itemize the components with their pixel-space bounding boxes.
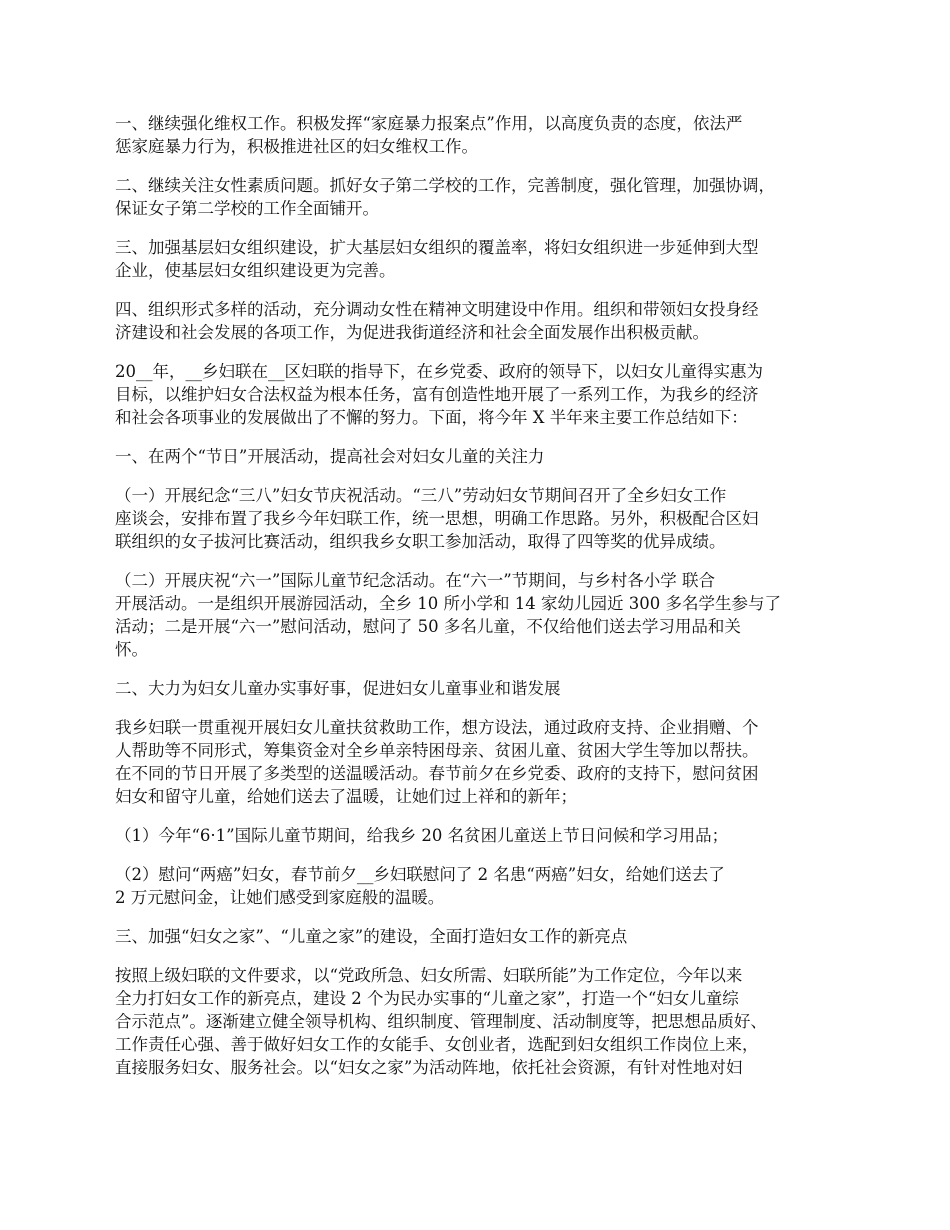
- paragraph-line: 二、大力为妇女儿童办实事好事，促进妇女儿童事业和谐发展: [115, 679, 561, 698]
- paragraph-line: 惩家庭暴力行为，积极推进社区的妇女维权工作。: [115, 137, 478, 156]
- paragraph-line: 20__年，__乡妇联在__区妇联的指导下，在乡党委、政府的领导下，以妇女儿童得实惠为: [115, 362, 763, 381]
- paragraph-line: 按照上级妇联的文件要求，以“党政所急、妇女所需、妇联所能”为工作定位，今年以来: [115, 966, 743, 985]
- paragraph-line: （1）今年“6·1”国际儿童节期间，给我乡 20 名贫困儿童送上节日问候和学习用品；: [115, 826, 729, 845]
- paragraph-line: 一、在两个“节日”开展活动，提高社会对妇女儿童的关注力: [115, 447, 545, 466]
- paragraph-line: （一）开展纪念“三八”妇女节庆祝活动。“三八”劳动妇女节期间召开了全乡妇女工作: [115, 486, 727, 505]
- paragraph-line: 妇女和留守儿童，给她们送去了温暖，让她们过上祥和的新年；: [115, 787, 577, 806]
- paragraph: [115, 716, 850, 808]
- paragraph-line: 合示范点”。逐渐建立健全领导机构、组织制度、管理制度、活动制度等，把思想品质好、: [115, 1012, 767, 1031]
- paragraph-line: 工作责任心强、善于做好妇女工作的女能手、女创业者，选配到妇女组织工作岗位上来，: [115, 1035, 759, 1054]
- paragraph-line: 四、组织形式多样的活动，充分调动女性在精神文明建设中作用。组织和带领妇女投身经: [115, 300, 759, 319]
- paragraph: [115, 484, 850, 553]
- paragraph: [115, 863, 850, 909]
- paragraph-line: 一、继续强化维权工作。积极发挥“家庭暴力报案点”作用，以高度负责的态度，依法严: [115, 114, 743, 133]
- paragraph-line: （二）开展庆祝“六一”国际儿童节纪念活动。在“六一”节期间，与乡村各小学 联合: [115, 571, 715, 590]
- paragraph-line: 座谈会，安排布置了我乡今年妇联工作，统一思想，明确工作思路。另外，积极配合区妇: [115, 509, 759, 528]
- paragraph-line: 在不同的节日开展了多类型的送温暖活动。春节前夕在乡党委、政府的支持下，慰问贫困: [115, 764, 759, 783]
- paragraph-line: 怀。: [115, 640, 148, 659]
- paragraph-line: 人帮助等不同形式，筹集资金对全乡单亲特困母亲、贫困儿童、贫困大学生等加以帮扶。: [115, 741, 759, 760]
- paragraph-line: 2 万元慰问金，让她们感受到家庭般的温暖。: [115, 888, 445, 907]
- paragraph-line: 保证女子第二学校的工作全面铺开。: [115, 199, 379, 218]
- paragraph: [115, 174, 850, 220]
- paragraph-line: 直接服务妇女、服务社会。以“妇女之家”为活动阵地，依托社会资源，有针对性地对妇: [115, 1058, 743, 1077]
- paragraph: [115, 298, 850, 344]
- paragraph: [115, 360, 850, 429]
- paragraph: [115, 824, 850, 847]
- paragraph-line: 企业，使基层妇女组织建设更为完善。: [115, 261, 396, 280]
- paragraph-line: 三、加强“妇女之家”、“儿童之家”的建设，全面打造妇女工作的新亮点: [115, 927, 628, 946]
- paragraph: [115, 112, 850, 158]
- paragraph: [115, 569, 850, 661]
- paragraph-line: 三、加强基层妇女组织建设，扩大基层妇女组织的覆盖率，将妇女组织进一步延伸到大型: [115, 238, 759, 257]
- document-body: [115, 112, 850, 1095]
- paragraph-line: 目标，以维护妇女合法权益为根本任务，富有创造性地开展了一系列工作，为我乡的经济: [115, 385, 759, 404]
- paragraph: [115, 677, 850, 700]
- paragraph-line: 我乡妇联一贯重视开展妇女儿童扶贫救助工作，想方设法，通过政府支持、企业捐赠、个: [115, 718, 759, 737]
- paragraph-line: 济建设和社会发展的各项工作，为促进我街道经济和社会全面发展作出积极贡献。: [115, 323, 709, 342]
- paragraph-line: 联组织的女子拔河比赛活动，组织我乡女职工参加活动，取得了四等奖的优异成绩。: [115, 532, 726, 551]
- paragraph-line: 全力打妇女工作的新亮点，建设 2 个为民办实事的“儿童之家”，打造一个“妇女儿童综: [115, 989, 739, 1008]
- paragraph-line: 开展活动。一是组织开展游园活动，全乡 10 所小学和 14 家幼儿园近 300 多名学生参与了: [115, 594, 781, 613]
- paragraph: [115, 445, 850, 468]
- paragraph-line: 二、继续关注女性素质问题。抓好女子第二学校的工作，完善制度，强化管理，加强协调，: [115, 176, 775, 195]
- paragraph-line: （2）慰问“两癌”妇女，春节前夕__乡妇联慰问了 2 名患“两癌”妇女，给她们送去了: [115, 865, 725, 884]
- paragraph-line: 和社会各项事业的发展做出了不懈的努力。下面，将今年 X 半年来主要工作总结如下：: [115, 408, 748, 427]
- paragraph: [115, 236, 850, 282]
- paragraph: [115, 925, 850, 948]
- paragraph: [115, 964, 850, 1079]
- paragraph-line: 活动；二是开展“六一”慰问活动，慰问了 50 多名儿童，不仅给他们送去学习用品和关: [115, 617, 741, 636]
